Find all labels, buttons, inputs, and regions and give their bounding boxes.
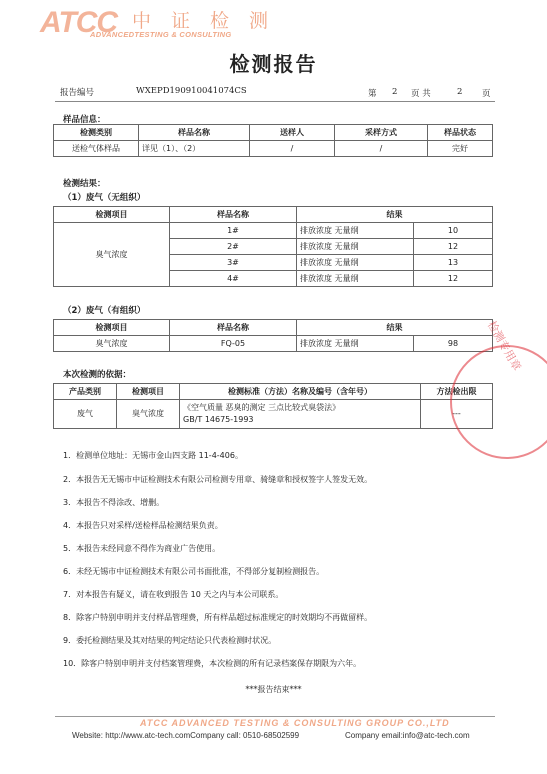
table-header-cell: 检测类别 [54,125,139,141]
table-cell: 排放浓度 无量纲 [297,336,414,352]
table-cell: 2# [170,239,297,255]
sample-info-title: 样品信息： [63,115,106,125]
table-cell: 4# [170,271,297,287]
logo-atcc: ATCC [40,6,118,39]
table-row [54,400,493,429]
table-cell: 12 [414,239,493,255]
results-table-1 [53,206,493,287]
table-cell: 13 [414,255,493,271]
basis-title: 本次检测的依据： [63,370,132,380]
table-header-cell: 检测项目 [117,384,180,400]
table-row [54,223,493,239]
table-header-cell: 检测标准（方法）名称及编号（含年号） [180,384,421,400]
stamp-text: 检测专用章 [484,318,524,373]
page-label-3: 页 [482,89,491,99]
table-cell: 98 [414,336,493,352]
table-cell: 排放浓度 无量纲 [297,255,414,271]
note-item: 9．委托检测结果及其对结果的判定结论只代表检测时状况。 [63,636,277,645]
table-header-cell: 检测项目 [54,320,170,336]
sample-info-table [53,124,493,157]
table-header-cell: 样品名称 [170,207,297,223]
page-total: 2 [457,87,463,97]
table-header-row [54,207,493,223]
note-item: 10．除客户特别申明并支付档案管理费，本次检测的所有记录档案保存期限为六年。 [63,659,362,668]
table-header-cell: 方法检出限 [421,384,493,400]
table-cell: 臭气浓度 [54,336,170,352]
report-no-label: 报告编号 [60,88,95,98]
note-item: 5．本报告未经同意不得作为商业广告使用。 [63,544,221,553]
note-item: 6．未经无锡市中证检测技术有限公司书面批准，不得部分复制检测报告。 [63,567,325,576]
results-sub1-title: （1）废气（无组织） [63,193,146,203]
table-header-cell: 产品类别 [54,384,117,400]
table-cell: 10 [414,223,493,239]
note-item: 7．对本报告有疑义，请在收到报告 10 天之内与本公司联系。 [63,590,284,599]
table-cell: FQ-05 [170,336,297,352]
table-cell: 排放浓度 无量纲 [297,271,414,287]
footer-email[interactable]: Company email:info@atc-tech.com [345,731,470,740]
note-item: 2．本报告无无锡市中证检测技术有限公司检测专用章、骑缝章和授权签字人签发无效。 [63,475,373,484]
table-header-cell: 采样方式 [335,125,428,141]
footer-divider [55,716,495,717]
table-cell: / [335,141,428,157]
logo-english: ADVANCEDTESTING & CONSULTING [90,30,232,39]
table-cell: --- [421,400,493,429]
results-title: 检测结果： [63,179,106,189]
table-cell: 12 [414,271,493,287]
table-row [54,141,493,157]
table-header-cell: 样品状态 [428,125,493,141]
table-header-cell: 检测项目 [54,207,170,223]
table-cell: 3# [170,255,297,271]
table-header-row [54,125,493,141]
table-cell: 排放浓度 无量纲 [297,239,414,255]
table-cell: 臭气浓度 [117,400,180,429]
page-title: 检测报告 [229,52,318,76]
page-current: 2 [392,87,398,97]
footer-website[interactable]: Website: http://www.atc-tech.comCompany call: 0510-68502599 [72,731,300,740]
report-end: ***报告结束*** [245,685,302,694]
note-item: 3．本报告不得涂改、增删。 [63,498,165,507]
table-header-cell: 结果 [297,320,493,336]
table-cell: 送检气体样品 [54,141,139,157]
page-label-1: 第 [368,89,377,99]
results-sub2-title: （2）废气（有组织） [63,306,146,316]
header-divider [55,101,495,102]
stamp-seal [450,345,547,459]
note-item: 8．除客户特别申明并支付样品管理费，所有样品超过标准规定的时效期均不再做留样。 [63,613,373,622]
table-cell: 详见（1）、（2） [139,141,250,157]
table-header-cell: 样品名称 [170,320,297,336]
note-item: 4．本报告只对采样/送检样品检测结果负责。 [63,521,223,530]
table-header-cell: 结果 [297,207,493,223]
standard-code: GB/T 14675-1993 [183,415,254,424]
page-label-2: 页 共 [411,89,431,99]
table-cell: 完好 [428,141,493,157]
basis-table [53,383,493,429]
report-no: WXEPD190910041074CS [136,86,247,96]
footer-brand: ATCC ADVANCED TESTING & CONSULTING GROUP CO.,LTD [140,718,450,728]
table-cell: / [250,141,335,157]
table-cell: 臭气浓度 [54,223,170,287]
table-header-row [54,384,493,400]
table-header-cell: 送样人 [250,125,335,141]
table-cell: 排放浓度 无量纲 [297,223,414,239]
note-item: 1．检测单位地址：无锡市金山四支路 11-4-406。 [63,451,243,460]
table-cell [180,400,421,429]
results-table-2 [53,319,493,352]
table-cell: 1# [170,223,297,239]
table-row [54,336,493,352]
logo-chinese: 中证检测 [132,10,289,32]
standard-name: 《空气质量 恶臭的测定 三点比较式臭袋法》 [183,403,341,412]
table-cell: 废气 [54,400,117,429]
table-header-row [54,320,493,336]
table-header-cell: 样品名称 [139,125,250,141]
